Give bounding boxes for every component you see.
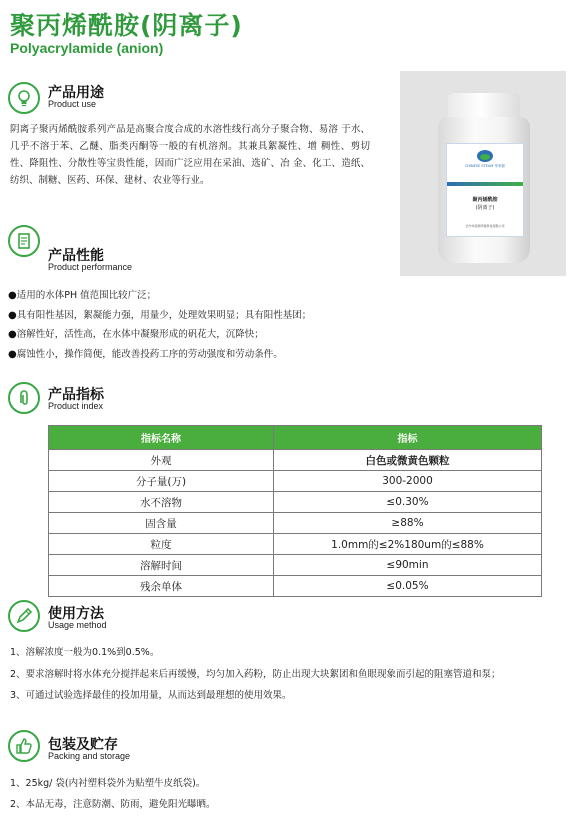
table-header-row: [49, 426, 542, 450]
table-cell: 1.0mm的≤2%180um的≤88%: [274, 534, 542, 555]
column-header: 指标: [274, 426, 542, 450]
table-cell: 粒度: [49, 534, 274, 555]
table-cell: 分子量(万): [49, 471, 274, 492]
table-cell: 白色或微黄色颗粒: [274, 450, 542, 471]
section-title-use: 产品用途: [48, 85, 104, 101]
document-icon: [8, 225, 40, 257]
jar-label: [446, 143, 524, 237]
index-table: [48, 425, 542, 597]
lightbulb-icon: [8, 82, 40, 114]
list-item: ● 适用的水体PH 值范围比较广泛；: [8, 286, 568, 306]
table-row: [49, 513, 542, 534]
jar-lid: [448, 93, 520, 119]
table-row: [49, 492, 542, 513]
table-cell: 外观: [49, 450, 274, 471]
section-subtitle-use: Product use: [48, 99, 97, 109]
table-cell: 300-2000: [274, 471, 542, 492]
table-row: [49, 534, 542, 555]
list-item: ● 溶解性好，活性高，在水体中凝聚形成的矾花大，沉降快；: [8, 325, 568, 345]
paperclip-icon: [8, 382, 40, 414]
table-row: [49, 471, 542, 492]
thumbs-up-icon: [8, 730, 40, 762]
jar-stripe: [447, 182, 523, 186]
table-cell: ≥88%: [274, 513, 542, 534]
section-title-performance: 产品性能: [48, 248, 104, 264]
table-cell: ≤0.05%: [274, 576, 542, 597]
page-title-cn: 聚丙烯酰胺(阴离子): [10, 11, 243, 40]
section-subtitle-storage: Packing and storage: [48, 751, 131, 761]
jar-product-type: (阴离子): [475, 205, 495, 211]
list-item: 3、可通过试验选择最佳的投加用量，从而达到最理想的使用效果。: [10, 690, 292, 701]
table-cell: 溶解时间: [49, 555, 274, 576]
storage-list: [10, 773, 570, 815]
section-title-usage: 使用方法: [48, 606, 104, 622]
jar-brand: CHINESE STEAM 华荣源: [464, 164, 506, 168]
table-row: [49, 576, 542, 597]
table-cell: 水不溶物: [49, 492, 274, 513]
usage-list: [10, 642, 580, 707]
product-photo: [400, 71, 566, 276]
jar-maker: 长沙华荣源环保科技有限公司: [465, 224, 505, 228]
pen-icon: [8, 600, 40, 632]
list-item: 1、25kg/ 袋(内衬塑料袋外为贴塑牛皮纸袋)。: [10, 778, 206, 789]
list-item: ● 腐蚀性小，操作简便，能改善投药工序的劳动强度和劳动条件。: [8, 345, 568, 365]
table-cell: 固含量: [49, 513, 274, 534]
list-item: 2、本品无毒，注意防潮、防雨，避免阳光曝晒。: [10, 799, 216, 810]
section-title-storage: 包装及贮存: [48, 737, 118, 753]
list-item: 2、要求溶解时将水体充分搅拌起来后再缓慢，均匀加入药粉，防止出现大块絮团和鱼眼现象而引起的阻塞管道和泵；: [10, 668, 501, 680]
use-description: 阴离子聚丙烯酰胺系列产品是高聚合度合成的水溶性线行高分子聚合物、易溶 于水、几乎不溶于苯、乙醚、脂类丙酮等一般的有机溶剂。其兼具絮凝性、增 稠性、剪切性、降阻性、分散性等宝贵性能，因而广泛应用在采油、选矿、冶 金、化工、造纸、纺织、制糖、医药、环保、建材、农业等行业。: [10, 124, 370, 186]
section-subtitle-usage: Usage method: [48, 620, 107, 630]
section-subtitle-performance: Product performance: [48, 262, 133, 272]
table-cell: ≤0.30%: [274, 492, 542, 513]
table-cell: ≤90min: [274, 555, 542, 576]
column-header: 指标名称: [49, 426, 274, 450]
brand-logo-accent: [480, 154, 490, 160]
list-item: ● 具有阳性基因，絮凝能力强，用量少，处理效果明显；具有阳性基团；: [8, 306, 568, 326]
table-cell: 残余单体: [49, 576, 274, 597]
page-title-en: Polyacrylamide (anion): [10, 40, 164, 56]
table-row: [49, 450, 542, 471]
list-item: 1、溶解浓度一般为0.1%到0.5%。: [10, 647, 160, 658]
table-row: [49, 555, 542, 576]
performance-list: [8, 286, 568, 364]
section-subtitle-index: Product index: [48, 401, 104, 411]
section-title-index: 产品指标: [48, 387, 104, 403]
jar-product-name: 聚丙烯酰胺: [472, 197, 498, 203]
